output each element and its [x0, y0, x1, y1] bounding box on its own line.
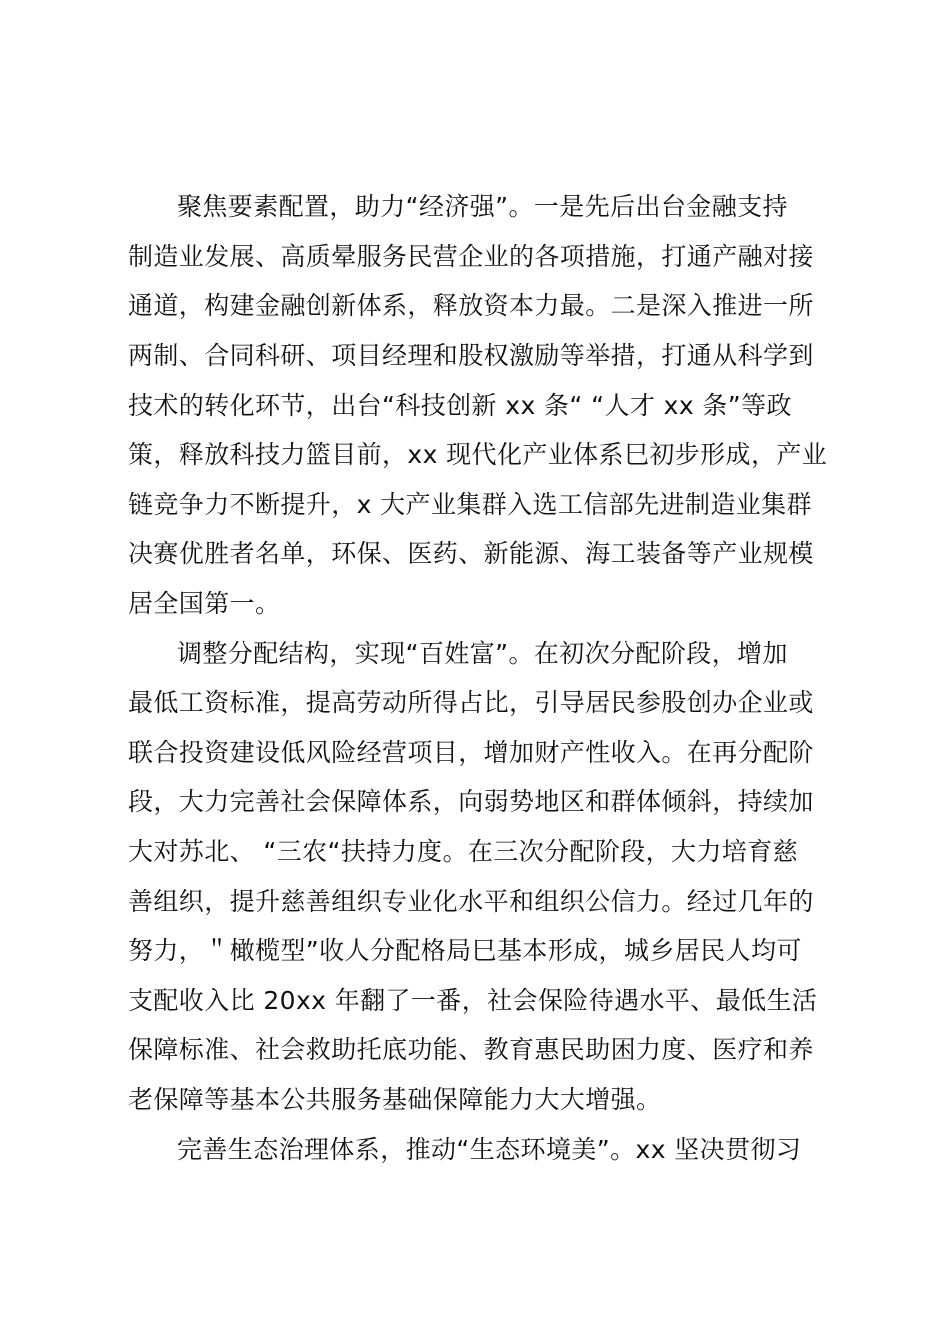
text-line: 支配收入比 20xx 年翻了一番，社会保险待遇水平、最低生活: [128, 986, 818, 1015]
text-line: 善组织，提升慈善组织专业化水平和组织公信力。经过几年的: [128, 887, 814, 916]
text-line: 两制、合同科研、项目经理和股权激励等举措，打通从科学到: [128, 341, 814, 370]
text-line: 段，大力完善社会保障体系，向弱势地区和群体倾斜，持续加: [128, 787, 814, 816]
text-line: 大对苏北、 “三农“扶持力度。在三次分配阶段，大力培育慈: [128, 837, 799, 866]
text-line: 完善生态治理体系，推动“生态环境美”。xx 坚决贯彻习: [177, 1135, 802, 1164]
text-line: 调整分配结构，实现“百姓富”。在初次分配阶段，增加: [177, 639, 788, 668]
text-line: 老保障等基本公共服务基础保障能力大大增强。: [128, 1085, 662, 1114]
text-line: 聚焦要素配置，助力“经济强”。一是先后出台金融支持: [177, 192, 788, 221]
text-line: 技术的转化环节，出台“科技创新 xx 条“ “人才 xx 条”等政: [128, 391, 792, 420]
text-line: 通道，构建金融创新体系，释放资本力最。二是深入推进一所: [128, 291, 814, 320]
text-line: 居全国第一。: [128, 589, 281, 618]
text-line: 保障标准、社会救助托底功能、教育惠民助困力度、医疗和养: [128, 1035, 814, 1064]
text-line: 链竞争力不断提升，x 大产业集群入选工信部先进制造业集群: [128, 490, 812, 519]
text-line: 制造业发展、高质晕服务民营企业的各项措施，打通产融对接: [128, 242, 814, 271]
text-line: 决赛优胜者名单，环保、医药、新能源、海工装备等产业规模: [128, 539, 814, 568]
text-line: 策，释放科技力篮目前，xx 现代化产业体系巳初步形成，产业: [128, 440, 828, 469]
text-line: 努力，＂橄榄型”收人分配格局巳基本形成，城乡居民人均可: [128, 936, 802, 965]
text-line: 联合投资建设低风险经营项目，增加财产性收入。在再分配阶: [128, 738, 814, 767]
text-line: 最低工资标准，提高劳动所得占比，引导居民参股创办企业或: [128, 688, 814, 717]
